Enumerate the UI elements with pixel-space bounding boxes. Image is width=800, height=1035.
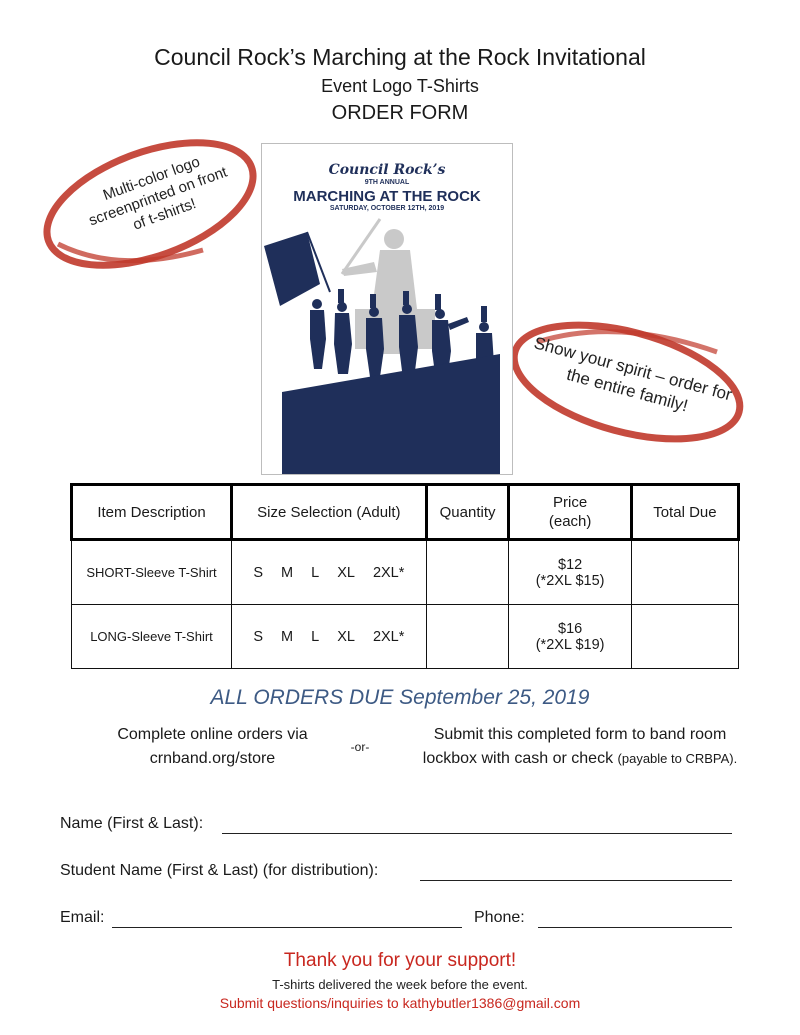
logo-edition: 9TH ANNUAL xyxy=(364,179,410,186)
email-field[interactable] xyxy=(112,927,462,928)
table-row xyxy=(72,540,739,605)
page-subtitle: Event Logo T-Shirts xyxy=(321,76,479,96)
contact-line[interactable]: Submit questions/inquiries to kathybutler1386@gmail.com xyxy=(219,995,581,1011)
header-item-description: Item Description xyxy=(72,485,232,540)
header-quantity: Quantity xyxy=(426,485,509,540)
price-short: $12 (*2XL $15) xyxy=(509,540,631,605)
event-logo-image xyxy=(261,143,513,475)
right-callout-text: Show your spirit – order for the entire family! xyxy=(531,333,735,416)
marching-band-silhouette-icon xyxy=(262,214,512,474)
left-callout-text: Multi-color logo screenprinted on front of t-shirts! xyxy=(86,153,230,234)
table-row xyxy=(72,605,739,669)
size-options-short[interactable] xyxy=(232,540,427,605)
size-s[interactable]: S xyxy=(253,564,264,581)
name-field[interactable] xyxy=(222,833,732,834)
store-link[interactable]: crnband.org/store xyxy=(149,750,276,767)
total-cell-short[interactable] xyxy=(631,540,738,605)
logo-brand: Council Rock’s xyxy=(328,162,446,178)
online-order-option: Complete online orders via crnband.org/store xyxy=(90,723,335,771)
size-xl[interactable]: XL xyxy=(337,564,355,581)
size-l[interactable]: L xyxy=(311,628,320,645)
or-divider: -or- xyxy=(350,740,370,754)
size-2xl[interactable]: 2XL* xyxy=(372,564,405,581)
header-total-due: Total Due xyxy=(631,485,738,540)
size-m[interactable]: M xyxy=(281,628,294,645)
size-2xl[interactable]: 2XL* xyxy=(372,628,405,645)
quantity-cell-long[interactable] xyxy=(426,605,509,669)
quantity-cell-short[interactable] xyxy=(426,540,509,605)
phone-label: Phone: xyxy=(474,909,525,926)
student-name-field[interactable] xyxy=(420,880,732,881)
table-header-row xyxy=(72,485,739,540)
phone-field[interactable] xyxy=(538,927,732,928)
total-cell-long[interactable] xyxy=(631,605,738,669)
header-size-selection: Size Selection (Adult) xyxy=(232,485,427,540)
size-m[interactable]: M xyxy=(281,564,294,581)
size-s[interactable]: S xyxy=(253,628,264,645)
size-xl[interactable]: XL xyxy=(337,628,355,645)
size-l[interactable]: L xyxy=(311,564,320,581)
logo-event: MARCHING AT THE ROCK xyxy=(293,188,481,205)
item-long-sleeve: LONG-Sleeve T-Shirt xyxy=(72,605,232,669)
email-label: Email: xyxy=(60,909,105,926)
student-name-label: Student Name (First & Last) (for distribution): xyxy=(60,862,379,879)
item-short-sleeve: SHORT-Sleeve T-Shirt xyxy=(72,540,232,605)
paper-order-option: Submit this completed form to band room lockbox with cash or check (payable to CRBPA). xyxy=(422,726,738,767)
order-table xyxy=(70,483,740,669)
name-label: Name (First & Last): xyxy=(60,815,204,832)
header-price: Price (each) xyxy=(509,485,631,540)
price-long: $16 (*2XL $19) xyxy=(509,605,631,669)
delivery-note: T-shirts delivered the week before the event. xyxy=(272,977,528,992)
form-name: ORDER FORM xyxy=(331,102,469,124)
page-title: Council Rock’s Marching at the Rock Invitational xyxy=(154,44,646,70)
size-options-long[interactable] xyxy=(232,605,427,669)
thank-you-message: Thank you for your support! xyxy=(283,950,517,971)
logo-date: SATURDAY, OCTOBER 12TH, 2019 xyxy=(329,205,445,212)
orders-due-banner: ALL ORDERS DUE September 25, 2019 xyxy=(210,686,590,709)
